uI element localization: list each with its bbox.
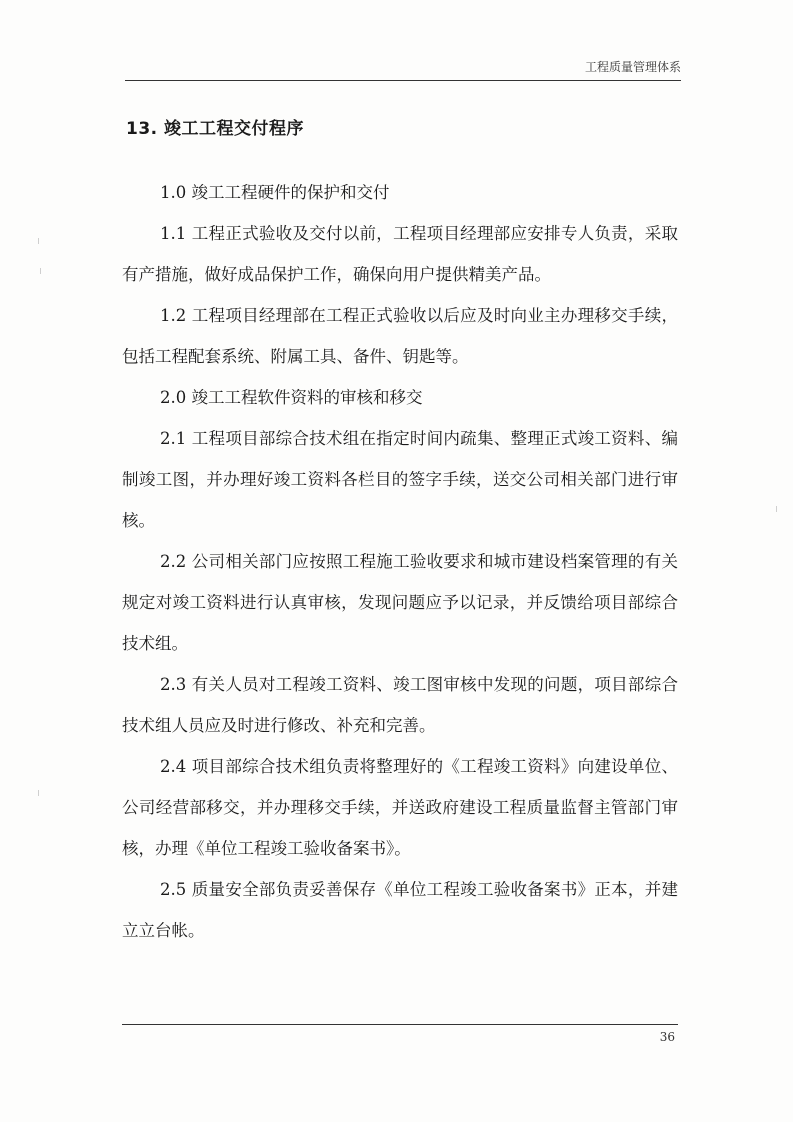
paragraph-2-1: 2.1 工程项目部综合技术组在指定时间内疏集、整理正式竣工资料、编制竣工图，并办理好竣工资料各栏目的签字手续，送交公司相关部门进行审核。 xyxy=(122,429,678,530)
paragraph-2-2: 2.2 公司相关部门应按照工程施工验收要求和城市建设档案管理的有关规定对竣工资料进行认真审核，发现问题应予以记录，并反馈给项目部综合技术组。 xyxy=(122,552,678,653)
footer-rule xyxy=(122,1024,678,1025)
paragraph-1-1: 1.1 工程正式验收及交付以前，工程项目经理部应安排专人负责，采取有产措施，做好成品保护工作，确保向用户提供精美产品。 xyxy=(122,224,678,284)
header-rule xyxy=(125,80,681,81)
paragraph-2-0: 2.0 竣工工程软件资料的审核和移交 xyxy=(160,388,423,407)
paragraph-1-0: 1.0 竣工工程硬件的保护和交付 xyxy=(160,183,390,202)
scan-speck xyxy=(40,268,41,274)
running-header: 工程质量管理体系 xyxy=(584,60,681,74)
paragraph-1-2: 1.2 工程项目经理部在工程正式验收以后应及时向业主办理移交手续，包括工程配套系统、附属工具、备件、钥匙等。 xyxy=(122,306,678,366)
scan-speck xyxy=(38,238,39,244)
page-number: 36 xyxy=(659,1030,675,1044)
scan-speck xyxy=(38,790,39,796)
section-title: 13. 竣工工程交付程序 xyxy=(126,119,305,139)
body-text xyxy=(122,172,678,951)
paragraph-2-3: 2.3 有关人员对工程竣工资料、竣工图审核中发现的问题，项目部综合技术组人员应及时进行修改、补充和完善。 xyxy=(122,675,678,735)
paragraph-2-5: 2.5 质量安全部负责妥善保存《单位工程竣工验收备案书》正本，并建立立台帐。 xyxy=(122,880,678,940)
paragraph-2-4: 2.4 项目部综合技术组负责将整理好的《工程竣工资料》向建设单位、公司经营部移交，并办理移交手续，并送政府建设工程质量监督主管部门审核，办理《单位工程竣工验收备案书》。 xyxy=(122,757,678,858)
scan-speck xyxy=(776,506,777,512)
